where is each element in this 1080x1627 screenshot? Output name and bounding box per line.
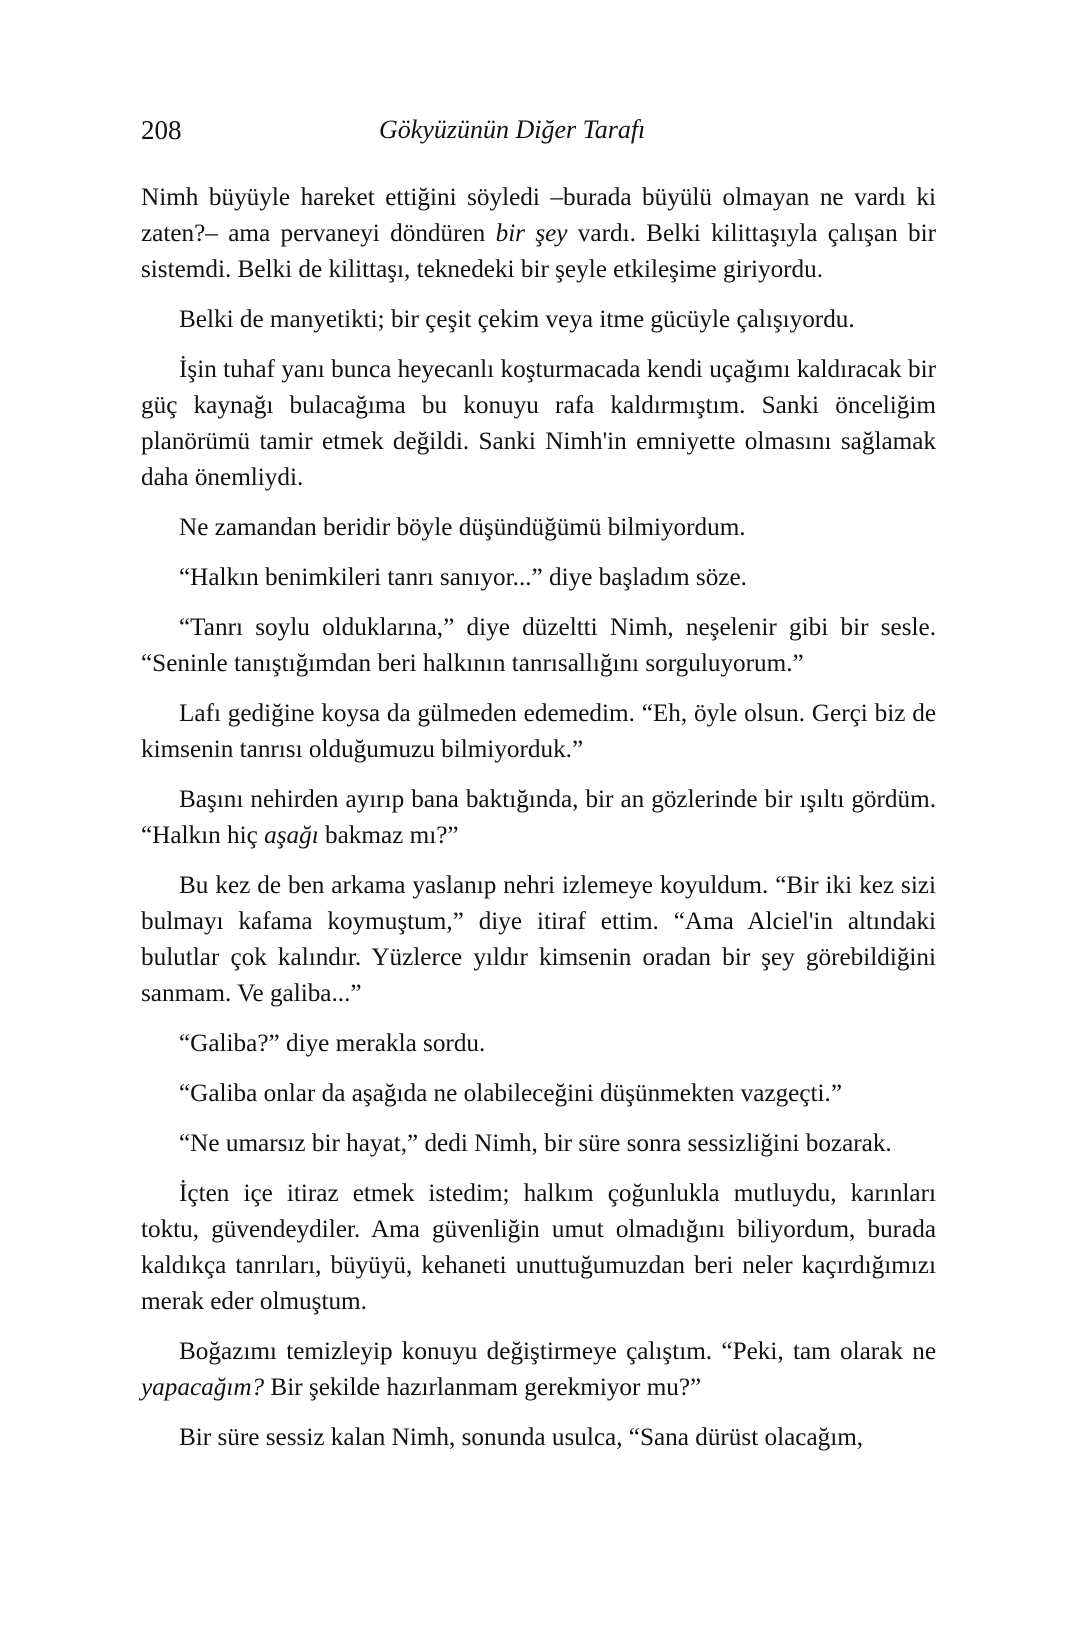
paragraph-text: Nimh büyüyle hareket ettiğini söyledi –burada büyülü olmayan ne vardı ki zaten?– ama pervaneyi döndüren [141,184,936,247]
paragraph-text: Ne zamandan beridir böyle düşündüğümü bilmiyordum. [179,514,746,541]
paragraph [141,610,936,682]
paragraph-text: Belki de manyetikti; bir çeşit çekim veya itme gücüyle çalışıyordu. [179,306,855,333]
paragraph-text: “Tanrı soylu olduklarına,” diye düzeltti Nimh, neşelenir gibi bir sesle. “Seninle tanıştığımdan beri halkının tanrısallığını sorguluyorum.” [141,614,936,677]
paragraph [141,1076,936,1112]
paragraph [141,1334,936,1406]
running-header [141,110,936,150]
paragraph [141,1026,936,1062]
paragraph-text: Başını nehirden ayırıp bana baktığında, bir an gözlerinde bir ışıltı gördüm. “Halkın hiç [141,786,936,849]
body-text [141,180,936,1470]
paragraph-text: vardı. Belki kilittaşıyla çalışan bir sistemdi. Belki de kilittaşı, teknedeki bir şeyle etkileşime giriyordu. [141,220,936,283]
paragraph-text: Lafı gediğine koysa da gülmeden edemedim. “Eh, öyle olsun. Gerçi biz de kimsenin tanrısı olduğumuzu bilmiyorduk.” [141,700,936,763]
paragraph [141,302,936,338]
paragraph-text: Bir şekilde hazırlanmam gerekmiyor mu?” [264,1374,702,1401]
paragraph [141,180,936,288]
paragraph [141,1126,936,1162]
paragraph-text: “Galiba onlar da aşağıda ne olabileceğini düşünmekten vazgeçti.” [179,1080,842,1107]
paragraph-text: “Galiba?” diye merakla sordu. [179,1030,486,1057]
paragraph-text: Bir süre sessiz kalan Nimh, sonunda usulca, “Sana dürüst olacağım, [179,1424,864,1451]
paragraph-text: İşin tuhaf yanı bunca heyecanlı koşturmacada kendi uçağımı kaldıracak bir güç kaynağı bulacağıma bu konuyu rafa kaldırmıştım. Sanki önceliğim planörümü tamir etmek değildi. Sanki Nimh'in emniyette olmasını sağlamak daha önemliydi. [141,356,936,491]
paragraph [141,868,936,1012]
paragraph [141,510,936,546]
italic-text: bir şey [495,220,568,247]
paragraph [141,1420,936,1456]
italic-text: yapacağım? [141,1374,265,1401]
paragraph-text: “Ne umarsız bir hayat,” dedi Nimh, bir süre sonra sessizliğini bozarak. [179,1130,892,1157]
paragraph-text: İçten içe itiraz etmek istedim; halkım çoğunlukla mutluydu, karınları toktu, güvendeydiler. Ama güvenliğin umut olmadığını biliyordum, burada kaldıkça tanrıları, büyüyü, kehaneti unuttuğumuzdan beri neler kaçırdığımızı merak eder olmuştum. [141,1180,936,1315]
italic-text: aşağı [264,822,319,849]
paragraph-text: Bu kez de ben arkama yaslanıp nehri izlemeye koyuldum. “Bir iki kez sizi bulmayı kafama koymuştum,” diye itiraf ettim. “Ama Alciel'in altındaki bulutlar çok kalındır. Yüzlerce yıldır kimsenin oradan bir şey görebildiğini sanmam. Ve galiba...” [141,872,936,1007]
page-number: 208 [141,115,182,145]
paragraph [141,782,936,854]
paragraph-text: “Halkın benimkileri tanrı sanıyor...” diye başladım söze. [179,564,747,591]
paragraph [141,696,936,768]
paragraph [141,560,936,596]
paragraph-text: bakmaz mı?” [318,822,459,849]
running-title: Gökyüzünün Diğer Tarafı [379,115,646,144]
paragraph-text: Boğazımı temizleyip konuyu değiştirmeye çalıştım. “Peki, tam olarak ne [179,1338,936,1365]
paragraph [141,352,936,496]
paragraph [141,1176,936,1320]
